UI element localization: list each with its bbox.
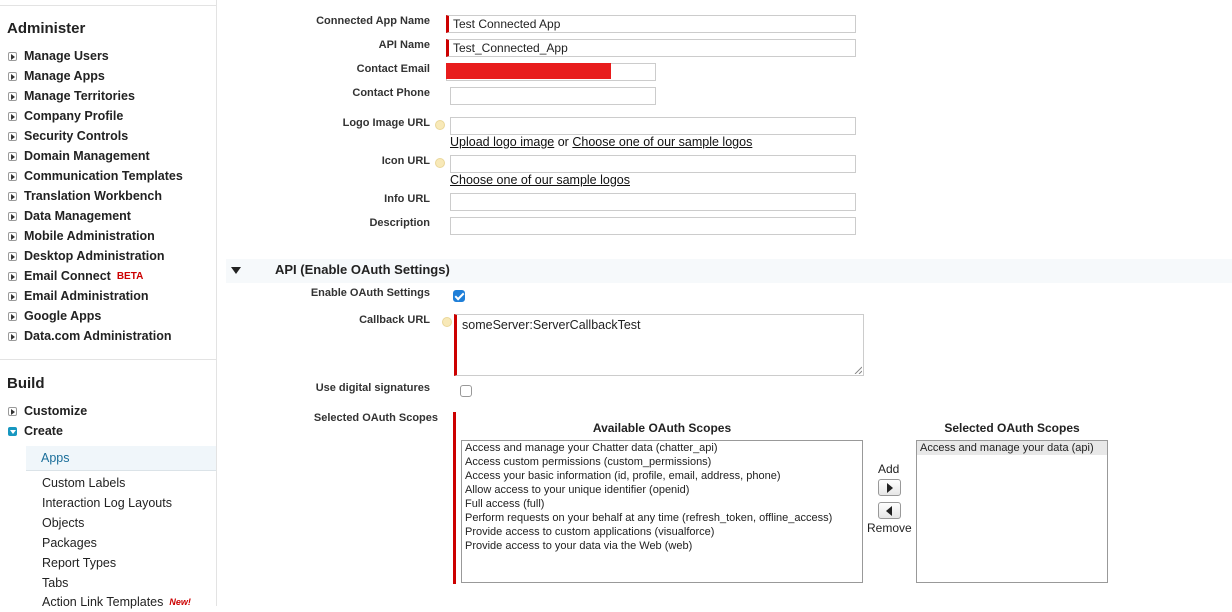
icon-url-label: Icon URL [381, 155, 430, 167]
sidebar-item-customize[interactable] [8, 401, 87, 421]
expand-icon [8, 332, 17, 341]
sidebar-item-translation-workbench[interactable] [8, 186, 162, 206]
resize-handle-icon[interactable] [854, 366, 862, 374]
beta-badge: BETA [116, 270, 144, 282]
sidebar-item-email-connect[interactable] [8, 266, 143, 286]
digital-signatures-label: Use digital signatures [315, 382, 430, 394]
sidebar-subitem-custom-labels[interactable] [42, 473, 125, 493]
api-section-title: API (Enable OAuth Settings) [275, 262, 450, 277]
choose-sample-logos-link[interactable]: Choose one of our sample logos [572, 135, 753, 149]
scope-option[interactable]: Full access (full) [465, 498, 545, 510]
sidebar-item-communication-templates[interactable] [8, 166, 183, 186]
sidebar-item-security-controls[interactable] [8, 126, 128, 146]
scope-option[interactable]: Provide access to your data via the Web (web) [465, 540, 693, 552]
sidebar-item-label: Domain Management [24, 149, 150, 163]
available-scopes-list[interactable] [461, 440, 863, 583]
expand-icon [8, 192, 17, 201]
connected-app-name-label: Connected App Name [316, 15, 430, 27]
info-url-input[interactable] [450, 193, 856, 211]
expand-icon [8, 312, 17, 321]
scope-option[interactable]: Provide access to custom applications (visualforce) [465, 526, 715, 538]
sidebar-item-label: Data Management [24, 209, 131, 223]
icon-links [450, 173, 630, 187]
sidebar-item-manage-apps[interactable] [8, 66, 105, 86]
sidebar-item-label: Desktop Administration [24, 249, 165, 263]
sidebar-item-label: Data.com Administration [24, 329, 172, 343]
sidebar-item-label: Customize [24, 404, 88, 418]
scope-option[interactable]: Access custom permissions (custom_permissions) [465, 456, 712, 468]
enable-oauth-checkbox[interactable] [453, 290, 465, 302]
sidebar-item-label: Email Connect [24, 269, 111, 283]
expand-icon [8, 152, 17, 161]
sidebar-item-label: Email Administration [24, 289, 149, 303]
contact-phone-input[interactable] [450, 87, 656, 105]
add-label: Add [878, 462, 900, 476]
redaction-block [446, 63, 611, 79]
sidebar-item-company-profile[interactable] [8, 106, 123, 126]
api-name-label: API Name [378, 39, 430, 51]
sidebar-item-domain-management[interactable] [8, 146, 150, 166]
expand-icon [8, 407, 17, 416]
connected-app-name-input[interactable] [446, 15, 856, 33]
scope-option[interactable]: Perform requests on your behalf at any time (refresh_token, offline_access) [465, 512, 833, 524]
upload-logo-link[interactable]: Upload logo image [450, 135, 555, 149]
sidebar-subitem-label: Action Link Templates [42, 595, 164, 609]
help-icon[interactable] [435, 158, 445, 168]
logo-image-url-label: Logo Image URL [342, 117, 430, 129]
expand-icon [8, 252, 17, 261]
enable-oauth-label: Enable OAuth Settings [310, 287, 430, 299]
sidebar-item-label: Manage Territories [24, 89, 135, 103]
expand-icon [8, 52, 17, 61]
icon-url-input[interactable] [450, 155, 856, 173]
logo-links [450, 135, 752, 149]
sidebar-item-desktop-administration[interactable] [8, 246, 165, 266]
callback-url-textarea[interactable] [454, 314, 864, 376]
contact-email-label: Contact Email [356, 63, 430, 75]
caret-down-icon [231, 267, 241, 274]
sidebar-subitem-label: Packages [42, 536, 97, 550]
choose-sample-icons-link[interactable]: Choose one of our sample logos [450, 173, 630, 187]
expand-icon [8, 92, 17, 101]
sidebar-item-google-apps[interactable] [8, 306, 101, 326]
callback-url-label: Callback URL [359, 314, 430, 326]
description-label: Description [369, 217, 430, 229]
sidebar-subitem-tabs[interactable] [42, 573, 68, 593]
api-section-header[interactable] [226, 259, 1232, 283]
new-badge: New! [169, 597, 191, 607]
sidebar-subitem-label: Objects [42, 516, 85, 530]
expand-icon [8, 232, 17, 241]
sidebar-subitem-report-types[interactable] [42, 553, 116, 573]
sidebar-item-label: Create [24, 424, 63, 438]
selected-scopes-label: Selected OAuth Scopes [313, 412, 438, 424]
sidebar-item-create[interactable] [8, 421, 63, 441]
sidebar-subitem-packages[interactable] [42, 533, 97, 553]
sidebar-subitem-objects[interactable] [42, 513, 84, 533]
sidebar-subitem-label: Interaction Log Layouts [42, 496, 172, 510]
administer-heading: Administer [7, 20, 86, 37]
sidebar-item-label: Google Apps [24, 309, 102, 323]
sidebar-divider [0, 5, 216, 6]
sidebar-item-data-management[interactable] [8, 206, 131, 226]
logo-image-url-input[interactable] [450, 117, 856, 135]
selected-scopes-list[interactable] [916, 440, 1108, 583]
expand-icon [8, 112, 17, 121]
sidebar-item-label: Mobile Administration [24, 229, 155, 243]
expand-icon [8, 292, 17, 301]
sidebar [0, 0, 217, 609]
available-scopes-title: Available OAuth Scopes [592, 421, 732, 435]
sidebar-item-label: Company Profile [24, 109, 124, 123]
or-text: or [557, 135, 569, 149]
help-icon[interactable] [442, 317, 452, 327]
sidebar-item-datacom-administration[interactable] [8, 326, 171, 346]
build-heading: Build [7, 375, 45, 392]
selected-scope-option[interactable]: Access and manage your data (api) [917, 441, 1107, 455]
add-scope-button[interactable] [878, 479, 901, 496]
contact-phone-label: Contact Phone [352, 87, 430, 99]
scope-option[interactable]: Access your basic information (id, profile, email, address, phone) [465, 470, 781, 482]
sidebar-subitem-action-link-templates[interactable] [42, 592, 191, 612]
sidebar-subitem-apps[interactable] [26, 446, 216, 471]
required-indicator [453, 412, 456, 584]
remove-label: Remove [867, 521, 912, 535]
collapse-icon [8, 427, 17, 436]
sidebar-subitem-label: Report Types [42, 556, 117, 570]
sidebar-subitem-interaction-log-layouts[interactable] [42, 493, 172, 513]
info-url-label: Info URL [384, 193, 430, 205]
sidebar-subitem-label: Tabs [42, 576, 69, 590]
selected-scopes-title: Selected OAuth Scopes [944, 421, 1080, 435]
sidebar-subitem-label: Custom Labels [42, 476, 126, 490]
scope-option[interactable]: Access and manage your Chatter data (chatter_api) [465, 442, 718, 454]
sidebar-item-label: Manage Users [24, 49, 109, 63]
help-icon[interactable] [435, 120, 445, 130]
sidebar-item-manage-territories[interactable] [8, 86, 135, 106]
sidebar-item-email-administration[interactable] [8, 286, 149, 306]
sidebar-divider [0, 359, 216, 360]
expand-icon [8, 72, 17, 81]
digital-signatures-checkbox[interactable] [460, 385, 472, 397]
api-name-input[interactable] [446, 39, 856, 57]
sidebar-item-manage-users[interactable] [8, 46, 109, 66]
expand-icon [8, 272, 17, 281]
sidebar-item-label: Manage Apps [24, 69, 105, 83]
sidebar-subitem-label: Apps [41, 451, 70, 465]
sidebar-item-mobile-administration[interactable] [8, 226, 155, 246]
sidebar-item-label: Security Controls [24, 129, 129, 143]
sidebar-item-label: Communication Templates [24, 169, 183, 183]
scope-option[interactable]: Allow access to your unique identifier (openid) [465, 484, 690, 496]
expand-icon [8, 132, 17, 141]
description-input[interactable] [450, 217, 856, 235]
expand-icon [8, 212, 17, 221]
remove-scope-button[interactable] [878, 502, 901, 519]
sidebar-item-label: Translation Workbench [24, 189, 162, 203]
expand-icon [8, 172, 17, 181]
